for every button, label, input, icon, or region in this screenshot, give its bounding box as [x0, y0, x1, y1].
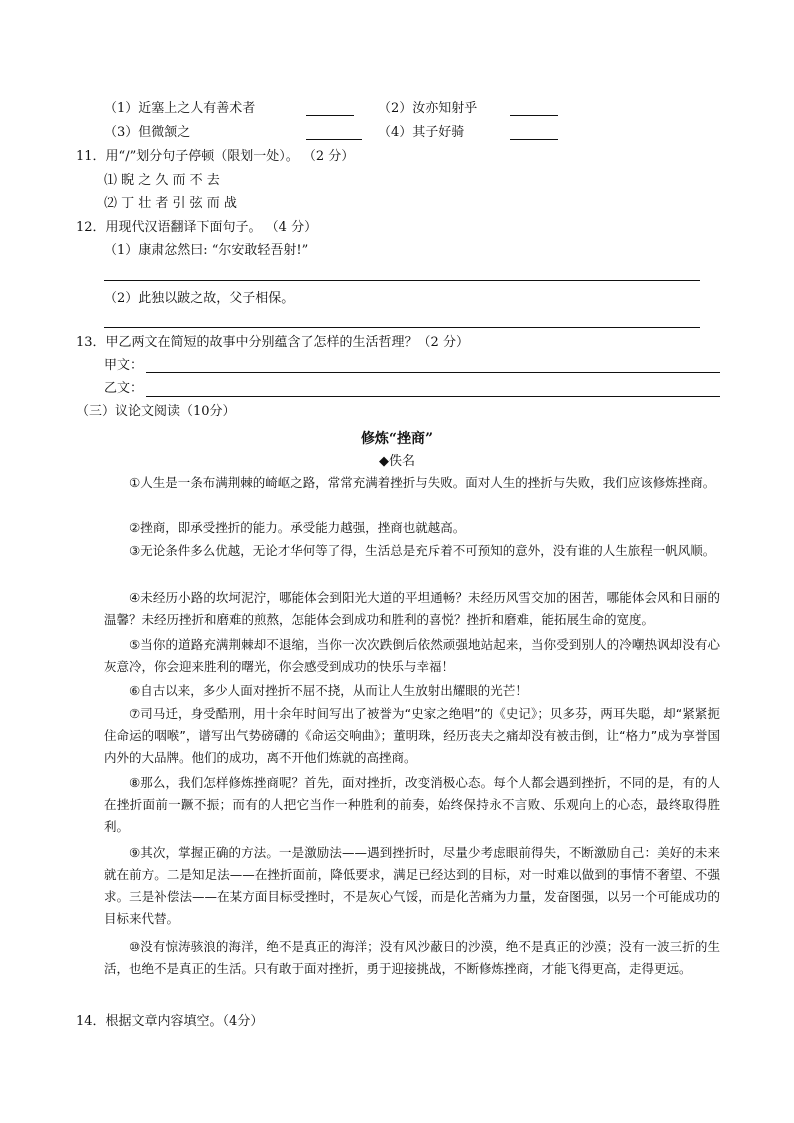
q11-prompt: 11．用“/”划分句子停顿（限划一处）。 （2 分）	[76, 149, 355, 164]
section-heading: （三）议论文阅读（10分）	[76, 404, 236, 419]
paragraph-8: ⑧那么，我们怎样修炼挫商呢？首先，面对挫折，改变消极心态。每个人都会遇到挫折，不同的是，有的人在挫折面前一蹶不振；而有的人把它当作一种胜利的前奏，始终保持永不言败、乐观向上的心态，最终取得胜利。	[104, 775, 720, 834]
paragraph-1: ①人生是一条布满荆棘的崎岖之路，常常充满着挫折与失败。面对人生的挫折与失败，我们应该修炼挫商。	[129, 475, 716, 490]
answer-blank[interactable]	[510, 125, 558, 140]
q12-sentence-2: （2）此独以跛之故，父子相保。	[104, 291, 295, 306]
q10-item-2: （2）汝亦知射乎	[378, 101, 478, 116]
answer-line[interactable]	[146, 396, 720, 397]
q13-label-a: 甲文：	[104, 358, 144, 373]
q11-sentence-1: ⑴ 睨 之 久 而 不 去	[104, 173, 220, 188]
q13-prompt: 13．甲乙两文在简短的故事中分别蕴含了怎样的生活哲理？（2 分）	[76, 335, 469, 350]
paragraph-5: ⑤当你的道路充满荆棘却不退缩，当你一次次跌倒后依然顽强地站起来，当你受到别人的冷嘲热讽却没有心灰意冷，你会迎来胜利的曙光，你会感受到成功的快乐与幸福！	[104, 637, 720, 674]
q10-item-1: （1）近塞上之人有善术者	[104, 101, 256, 116]
article-author: ◆佚名	[379, 454, 415, 469]
answer-blank[interactable]	[306, 125, 362, 140]
paragraph-9: ⑨其次，掌握正确的方法。一是激励法——遇到挫折时，尽量少考虑眼前得失，不断激励自己：美好的未来就在前方。二是知足法——在挫折面前，降低要求，满足已经达到的目标，对一时难以做到的事情不奢望、不强求。三是补偿法——在某方面目标受挫时，不是灰心气馁，而是化苦痛为力量，发奋图强，以另一个可能成功的目标来代替。	[104, 845, 720, 926]
paragraph-4: ④未经历小路的坎坷泥泞，哪能体会到阳光大道的平坦通畅？未经历风雪交加的困苦，哪能体会风和日丽的温馨？未经历挫折和磨难的煎熬，怎能体会到成功和胜利的喜悦？挫折和磨难，能拓展生命的宽度。	[104, 590, 720, 627]
q11-sentence-2: ⑵ 丁 壮 者 引 弦 而 战	[104, 196, 237, 211]
paragraph-2: ②挫商，即承受挫折的能力。承受能力越强，挫商也就越高。	[129, 520, 466, 535]
q10-item-3: （3）但微颔之	[104, 125, 191, 140]
q14-prompt: 14．根据文章内容填空。（4分）	[76, 1014, 264, 1029]
q12-sentence-1: （1）康肃忿然曰: “尔安敢轻吾射!”	[104, 243, 309, 258]
answer-line[interactable]	[146, 372, 720, 373]
answer-blank[interactable]	[510, 101, 558, 116]
paragraph-6: ⑥自古以来，多少人面对挫折不屈不挠，从而让人生放射出耀眼的光芒！	[129, 683, 528, 698]
paragraph-10: ⑩没有惊涛骇浪的海洋，绝不是真正的海洋；没有风沙蔽日的沙漠，绝不是真正的沙漠；没有一波三折的生活，也绝不是真正的生活。只有敢于面对挫折，勇于迎接挑战，不断修炼挫商，才能飞得更高，走得更远。	[104, 939, 720, 976]
paragraph-7: ⑦司马迁，身受酷刑，用十余年时间写出了被誉为“史家之绝唱”的《史记》；贝多芬，两耳失聪，却“紧紧扼住命运的咽喉”，谱写出气势磅礴的《命运交响曲》；董明珠，经历丧夫之痛却没有被击倒，让“格力”成为享誉国内外的大品牌。他们的成功，离不开他们炼就的高挫商。	[104, 706, 720, 765]
article-title: 修炼“挫商”	[360, 431, 434, 447]
q12-prompt: 12．用现代汉语翻译下面句子。 （4 分）	[76, 220, 318, 235]
answer-line[interactable]	[104, 327, 700, 328]
q10-item-4: （4）其子好骑	[378, 125, 465, 140]
answer-blank[interactable]	[306, 101, 354, 116]
answer-line[interactable]	[104, 280, 700, 281]
paragraph-3: ③无论条件多么优越，无论才华何等了得，生活总是充斥着不可预知的意外，没有谁的人生旅程一帆风顺。	[129, 543, 716, 558]
q13-label-b: 乙文：	[104, 381, 144, 396]
